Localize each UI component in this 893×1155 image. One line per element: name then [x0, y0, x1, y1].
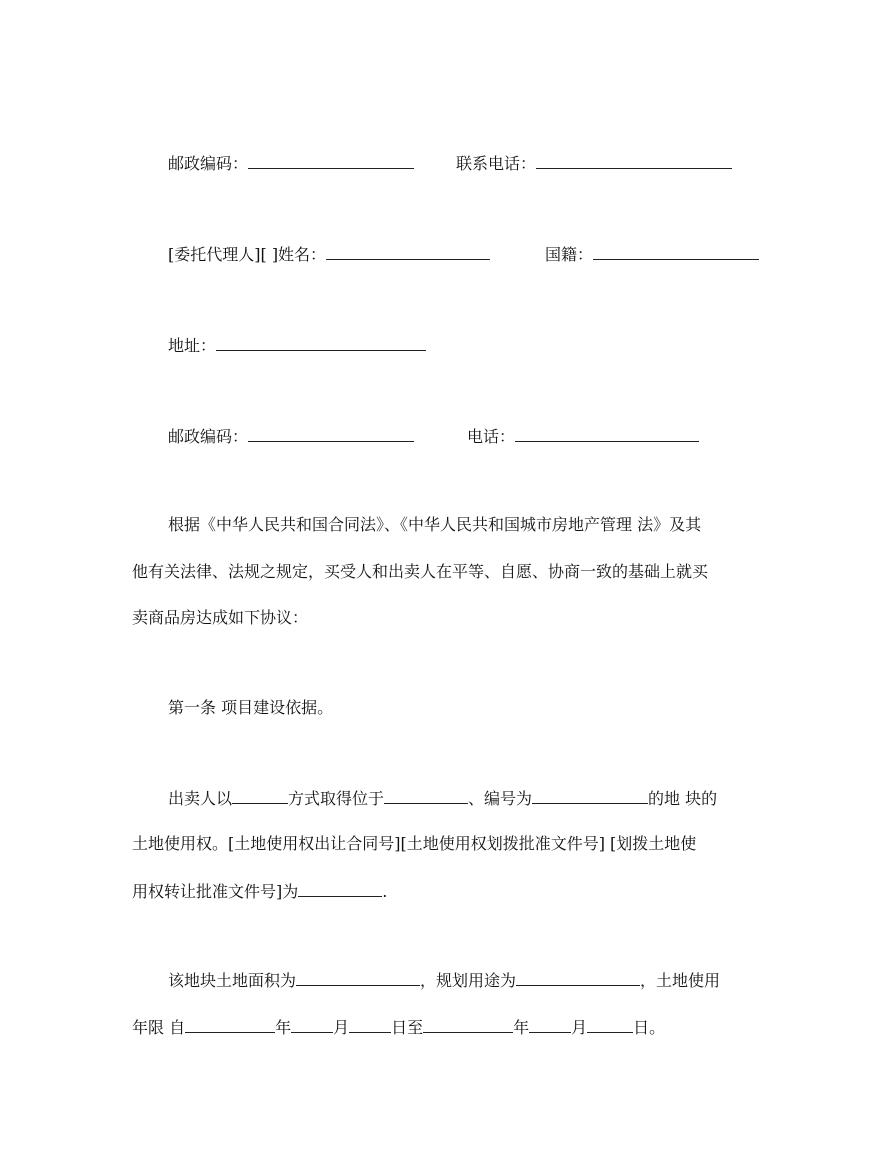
text-month-2: 月	[571, 1018, 588, 1037]
text-year-1: 年	[275, 1018, 292, 1037]
phone-group	[467, 425, 699, 447]
text-year-2: 年	[513, 1018, 530, 1037]
text-month-1: 月	[333, 1018, 350, 1037]
postal-code-field[interactable]	[248, 152, 414, 169]
nationality-field[interactable]	[593, 243, 759, 260]
preamble-line-3: 卖商品房达成如下协议：	[132, 608, 309, 627]
text-located-at: 方式取得位于	[288, 789, 385, 808]
text-day-to: 日至	[391, 1018, 424, 1037]
postal-code-field-2[interactable]	[248, 425, 414, 442]
acquisition-method-field[interactable]	[232, 787, 288, 804]
contact-phone-group	[456, 152, 732, 174]
preamble-line-2: 他有关法律、法规之规定，买受人和出卖人在平等、自愿、协商一致的基础上就买	[132, 562, 709, 581]
postal-code-group-2	[168, 425, 414, 447]
agent-name-field[interactable]	[326, 243, 490, 260]
text-land-area: 该地块土地面积为	[168, 971, 297, 990]
agent-name-group	[168, 243, 490, 265]
article-1-p1-line-1	[168, 787, 717, 809]
end-month-field[interactable]	[529, 1016, 571, 1033]
text-period: .	[382, 882, 388, 901]
postal-contact-row	[168, 152, 414, 174]
start-year-field[interactable]	[185, 1016, 275, 1033]
postal-code-label: 邮政编码：	[168, 154, 249, 173]
article-1-p2-line-1	[168, 969, 720, 991]
land-area-field[interactable]	[296, 969, 420, 986]
contact-phone-label: 联系电话：	[456, 154, 537, 173]
end-year-field[interactable]	[423, 1016, 513, 1033]
address-label: 地址：	[168, 336, 217, 355]
text-number: 、编号为	[468, 789, 533, 808]
start-day-field[interactable]	[349, 1016, 391, 1033]
text-day-end: 日。	[633, 1018, 666, 1037]
planned-use-field[interactable]	[516, 969, 640, 986]
contact-phone-field[interactable]	[536, 152, 732, 169]
text-transfer-approval: 用权转让批准文件号]为	[132, 882, 299, 901]
article-1-p1-line-2: 土地使用权。[土地使用权出让合同号][土地使用权划拨批准文件号] [划拨土地使	[132, 834, 697, 853]
preamble-line-1: 根据《中华人民共和国合同法》、《中华人民共和国城市房地产管理 法》及其	[168, 515, 702, 534]
text-planned-use: ，规划用途为	[420, 971, 517, 990]
text-term-from: 年限 自	[132, 1018, 186, 1037]
contract-number-field[interactable]	[298, 880, 382, 897]
phone-field[interactable]	[515, 425, 699, 442]
text-plot-of: 的地 块的	[648, 789, 718, 808]
agent-name-label: [委托代理人][ ]姓名：	[168, 245, 327, 264]
address-group	[168, 334, 426, 356]
nationality-group	[545, 243, 759, 265]
article-1-heading: 第一条 项目建设依据。	[168, 698, 334, 717]
article-1-p1-line-3	[132, 880, 387, 902]
land-number-field[interactable]	[532, 787, 648, 804]
article-1-p2-line-2	[132, 1016, 665, 1038]
postal-code-label-2: 邮政编码：	[168, 427, 249, 446]
address-field[interactable]	[216, 334, 426, 351]
nationality-label: 国籍：	[545, 245, 594, 264]
start-month-field[interactable]	[291, 1016, 333, 1033]
land-location-field[interactable]	[384, 787, 468, 804]
phone-label: 电话：	[467, 427, 516, 446]
text-seller-by: 出卖人以	[168, 789, 233, 808]
end-day-field[interactable]	[587, 1016, 633, 1033]
text-land-use: ，土地使用	[640, 971, 721, 990]
